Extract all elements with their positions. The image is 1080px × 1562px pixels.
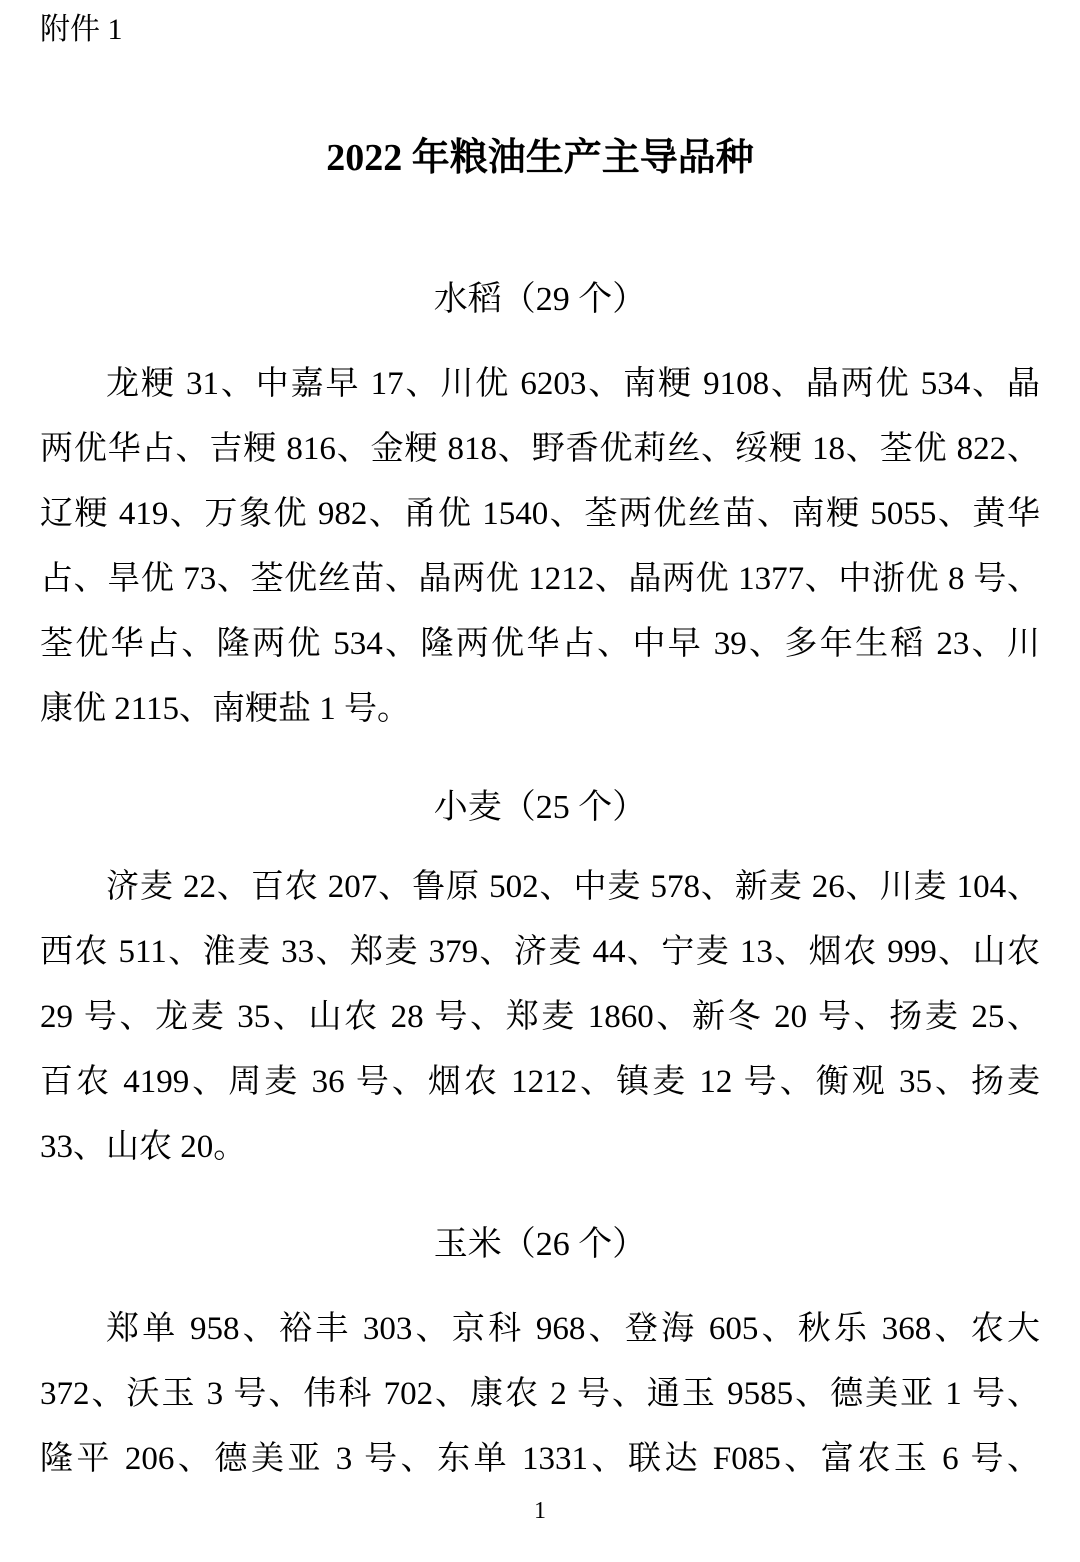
- section-rice: [40, 278, 1040, 742]
- text-line: 372、沃玉 3 号、伟科 702、康农 2 号、通玉 9585、德美亚 1 号、: [40, 1376, 1040, 1412]
- attachment-label: 附件 1: [40, 13, 123, 46]
- text-line: 龙粳 31、中嘉早 17、川优 6203、南粳 9108、晶两优 534、晶: [106, 366, 1040, 402]
- section-heading-rice: 水稻（29 个）: [433, 281, 647, 318]
- text-line: 辽粳 419、万象优 982、甬优 1540、荃两优丝苗、南粳 5055、黄华: [40, 496, 1040, 532]
- text-line: 隆平 206、德美亚 3 号、东单 1331、联达 F085、富农玉 6 号、: [40, 1441, 1040, 1477]
- text-line: 郑单 958、裕丰 303、京科 968、登海 605、秋乐 368、农大: [106, 1311, 1040, 1347]
- text-line: 百农 4199、周麦 36 号、烟农 1212、镇麦 12 号、衡观 35、扬麦: [40, 1064, 1041, 1100]
- page-number: 1: [534, 1498, 546, 1524]
- text-line: 29 号、龙麦 35、山农 28 号、郑麦 1860、新冬 20 号、扬麦 25、: [40, 999, 1040, 1035]
- variety-paragraph-wheat: [40, 855, 1040, 1180]
- text-line: 康优 2115、南粳盐 1 号。: [40, 691, 411, 727]
- section-heading-wheat: 小麦（25 个）: [433, 789, 647, 826]
- text-line: 济麦 22、百农 207、鲁原 502、中麦 578、新麦 26、川麦 104、: [106, 869, 1041, 905]
- section-wheat: [40, 786, 1040, 1180]
- variety-paragraph-corn: [40, 1297, 1040, 1492]
- text-line: 33、山农 20。: [40, 1129, 247, 1165]
- section-heading-corn: 玉米（26 个）: [433, 1226, 647, 1263]
- section-corn: [40, 1223, 1040, 1492]
- text-line: 占、旱优 73、荃优丝苗、晶两优 1212、晶两优 1377、中浙优 8 号、: [40, 561, 1040, 597]
- document-title: 2022 年粮油生产主导品种: [326, 137, 754, 179]
- text-line: 两优华占、吉粳 816、金粳 818、野香优莉丝、绥粳 18、荃优 822、: [40, 431, 1040, 467]
- text-line: 西农 511、淮麦 33、郑麦 379、济麦 44、宁麦 13、烟农 999、山农: [40, 934, 1040, 970]
- variety-paragraph-rice: [40, 352, 1040, 742]
- text-line: 荃优华占、隆两优 534、隆两优华占、中早 39、多年生稻 23、川: [40, 626, 1040, 662]
